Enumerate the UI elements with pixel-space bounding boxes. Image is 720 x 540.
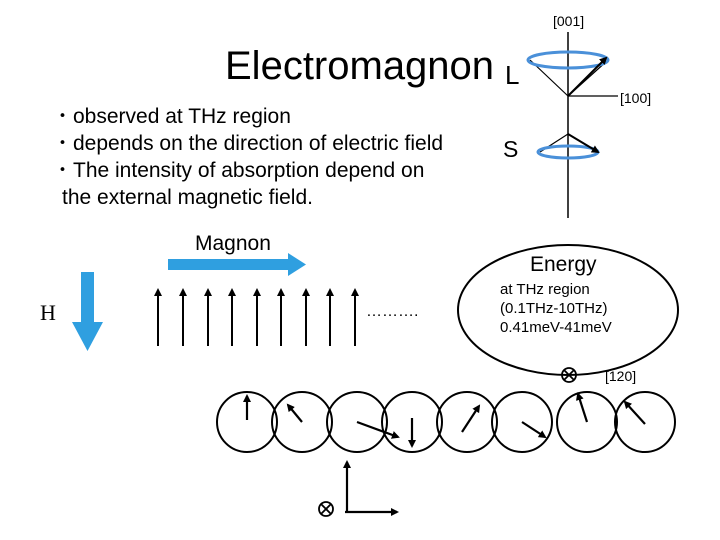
- bullet-item: ・depends on the direction of electric field: [52, 132, 444, 155]
- spin-row: [158, 290, 355, 346]
- ellipsis: ……….: [366, 303, 419, 320]
- axis-label-120: [120]: [605, 368, 637, 384]
- energy-line-3: 0.41meV-41meV: [500, 319, 612, 336]
- magnon-label: Magnon: [195, 232, 271, 255]
- into-page-symbol-origin: [319, 502, 333, 516]
- label-L: L: [505, 60, 520, 90]
- axis-label-100: [100]: [620, 90, 652, 106]
- bullet-item: ・observed at THz region: [52, 105, 291, 128]
- magnon-arrow: [168, 253, 306, 276]
- energy-title: Energy: [530, 253, 597, 276]
- bullet-item: the external magnetic field.: [62, 186, 313, 209]
- axis-label-001: [001]: [553, 13, 585, 29]
- field-arrow-H: [72, 272, 103, 351]
- label-S: S: [503, 136, 519, 162]
- page-title: Electromagnon: [225, 44, 495, 88]
- bottom-axes: [345, 462, 397, 512]
- energy-ellipse: [458, 245, 678, 375]
- energy-line-2: (0.1THz-10THz): [500, 300, 608, 317]
- energy-line-1: at THz region: [500, 281, 590, 298]
- bullet-item: ・The intensity of absorption depend on: [52, 159, 425, 182]
- field-label-H: H: [40, 300, 56, 325]
- spin-circle-chain: [217, 392, 675, 452]
